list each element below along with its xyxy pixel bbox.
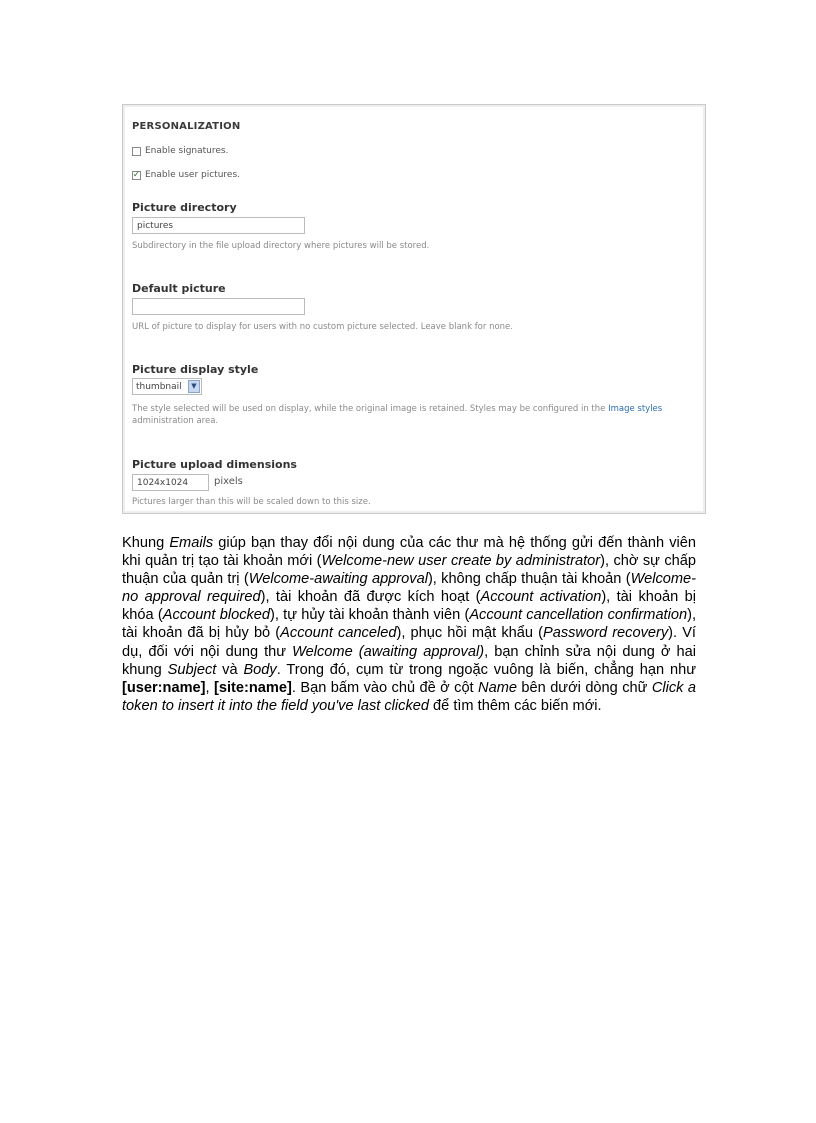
picture-directory-input[interactable]: pictures (132, 217, 305, 234)
picture-display-style-label: Picture display style (132, 363, 259, 376)
paragraph-line: tài khoản đã bị hủy bỏ (Account canceled), phục hồi mật khẩu (Password recovery). Ví (122, 625, 696, 642)
enable-user-pictures-checkbox[interactable] (132, 171, 141, 180)
enable-signatures-label: Enable signatures. (145, 146, 229, 156)
enable-user-pictures-label: Enable user pictures. (145, 170, 240, 180)
section-title: PERSONALIZATION (132, 121, 241, 132)
body-paragraph (122, 534, 696, 715)
picture-directory-label: Picture directory (132, 201, 237, 214)
picture-display-style-description (132, 403, 704, 427)
enable-signatures-row[interactable] (132, 146, 228, 156)
default-picture-description: URL of picture to display for users with no custom picture selected. Leave blank for none. (132, 322, 513, 332)
paragraph-line: Khung Emails giúp bạn thay đổi nội dung của các thư mà hệ thống gửi đến thành viên (122, 535, 696, 551)
picture-directory-description: Subdirectory in the file upload directory where pictures will be stored. (132, 241, 430, 251)
paragraph-line: dụ, đối với nội dung thư Welcome (awaiting approval), bạn chỉnh sửa nội dung ở hai (122, 643, 696, 660)
paragraph-line: token to insert it into the field you've last clicked để tìm thêm các biến mới. (122, 697, 602, 714)
default-picture-label: Default picture (132, 282, 226, 295)
picture-display-style-value: thumbnail (136, 382, 182, 392)
paragraph-line: [user:name], [site:name]. Bạn bấm vào chủ đề ở cột Name bên dưới dòng chữ Click a (122, 679, 696, 696)
paragraph-line: khung Subject và Body. Trong đó, cụm từ trong ngoặc vuông là biến, chẳng hạn như (122, 661, 696, 678)
enable-user-pictures-row[interactable] (132, 170, 240, 180)
picture-upload-dimensions-input[interactable]: 1024x1024 (132, 474, 209, 491)
enable-signatures-checkbox[interactable] (132, 147, 141, 156)
paragraph-line: khóa (Account blocked), tự hủy tài khoản thành viên (Account cancellation confirmation), (122, 607, 697, 624)
pixels-unit: pixels (214, 476, 243, 487)
image-styles-link[interactable]: Image styles (608, 404, 663, 414)
paragraph-line: no approval required), tài khoản đã được kích hoạt (Account activation), tài khoản bị (122, 589, 696, 606)
paragraph-line: khi quản trị tạo tài khoản mới (Welcome-new user create by administrator), chờ sự chấp (122, 553, 697, 570)
picture-display-style-select[interactable] (132, 378, 202, 395)
picture-upload-dimensions-description: Pictures larger than this will be scaled down to this size. (132, 497, 371, 507)
picture-upload-dimensions-label: Picture upload dimensions (132, 458, 297, 471)
default-picture-input[interactable] (132, 298, 305, 315)
chevron-down-icon[interactable]: ▼ (188, 380, 200, 393)
display-style-desc-after: administration area. (132, 416, 219, 426)
personalization-panel (122, 104, 706, 514)
paragraph-line: thuận của quản trị (Welcome-awaiting approval), không chấp thuận tài khoản (Welcome- (122, 571, 696, 588)
display-style-desc-text: The style selected will be used on display, while the original image is retained. Styles may be configured in the (132, 404, 606, 414)
checkmark-icon: ✓ (132, 169, 141, 180)
